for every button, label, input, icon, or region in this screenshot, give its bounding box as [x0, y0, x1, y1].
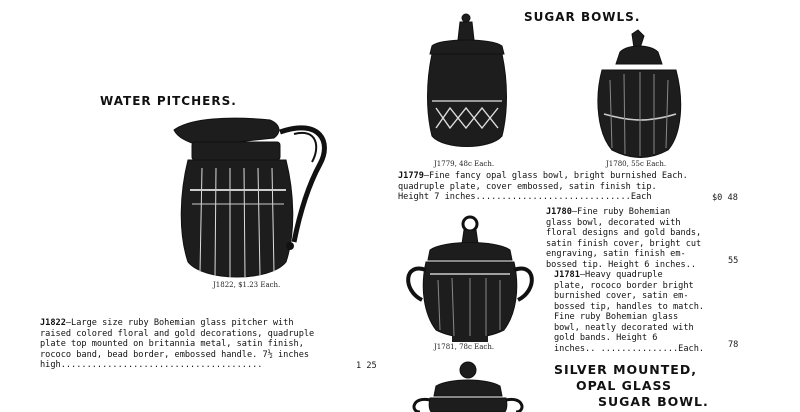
j1781-line-2: plate, rococo border bright — [554, 280, 694, 291]
j1822-line-5: high....................................... — [40, 360, 263, 370]
j1780-price: 55 — [728, 256, 739, 266]
j1780-line-5: engraving, satin finish em- — [546, 249, 686, 259]
j1780-caption: J1780, 55c Each. — [606, 160, 667, 168]
j1779-line-2: quadruple plate, cover embossed, satin finish tip. — [398, 181, 657, 192]
j1781-line-7: gold bands. Height 6 — [554, 333, 658, 343]
j1781-line-1: J1781—Heavy quadruple — [554, 270, 663, 280]
j1780-sugar-bowl-illustration — [592, 30, 688, 160]
silver-mounted-sugar-bowl-illustration — [406, 360, 536, 412]
j1780-line-1: J1780—Fine ruby Bohemian — [546, 207, 671, 217]
water-pitchers-heading: WATER PITCHERS. — [100, 94, 237, 108]
j1780-line-4: satin finish cover, bright cut — [546, 238, 702, 249]
j1779-caption: J1779, 48c Each. — [434, 160, 495, 168]
j1781-code: J1781 — [554, 270, 580, 280]
j1781-line-4: bossed tip, handles to match. — [554, 301, 705, 312]
sugar-bowls-heading: SUGAR BOWLS. — [524, 10, 641, 24]
j1822-line-1: J1822—Large size ruby Bohemian glass pitcher with — [40, 318, 294, 328]
j1781-description — [554, 270, 704, 354]
water-pitcher-illustration — [170, 112, 340, 290]
j1780-description — [546, 207, 701, 270]
j1780-line-3: floral designs and gold bands, — [546, 228, 702, 238]
silver-mounted-heading-line-1: SILVER MOUNTED, — [554, 362, 697, 377]
j1781-line-6: bowl, neatly decorated with — [554, 322, 694, 333]
j1779-description — [398, 171, 688, 203]
j1822-caption: J1822, $1.23 Each. — [213, 281, 281, 289]
j1781-price: 78 — [728, 340, 739, 350]
j1779-sugar-bowl-illustration — [420, 12, 520, 160]
j1781-line-8: inches.. ...............Each. — [554, 343, 705, 354]
j1780-line-2: glass bowl, decorated with — [546, 217, 681, 228]
j1781-line-5: Fine ruby Bohemian glass — [554, 312, 679, 322]
j1779-line-1: J1779—Fine fancy opal glass bowl, bright burnished Each. — [398, 171, 688, 181]
silver-mounted-heading-line-3: SUGAR BOWL. — [598, 394, 709, 409]
j1822-price: 1 25 — [356, 361, 377, 371]
j1822-line-4: rococo band, bead border, embossed handle. 7½ inches — [40, 349, 310, 360]
j1779-line-3: Height 7 inches..............................Each — [398, 192, 652, 202]
j1822-description — [40, 318, 314, 371]
j1780-code: J1780 — [546, 207, 572, 217]
j1781-caption: J1781, 78c Each. — [434, 343, 495, 351]
silver-mounted-heading-line-2: OPAL GLASS — [576, 378, 672, 393]
j1822-code: J1822 — [40, 318, 66, 328]
j1780-line-6: bossed tip. Height 6 inches.. — [546, 259, 697, 270]
j1779-code: J1779 — [398, 171, 424, 181]
j1822-line-3: plate top mounted on britannia metal, satin finish, — [40, 339, 304, 349]
j1781-sugar-bowl-illustration — [400, 208, 546, 344]
j1779-price: $0 48 — [712, 193, 738, 203]
j1822-line-2: raised colored floral and gold decorations, quadruple — [40, 328, 315, 339]
j1781-line-3: burnished cover, satin em- — [554, 291, 689, 301]
